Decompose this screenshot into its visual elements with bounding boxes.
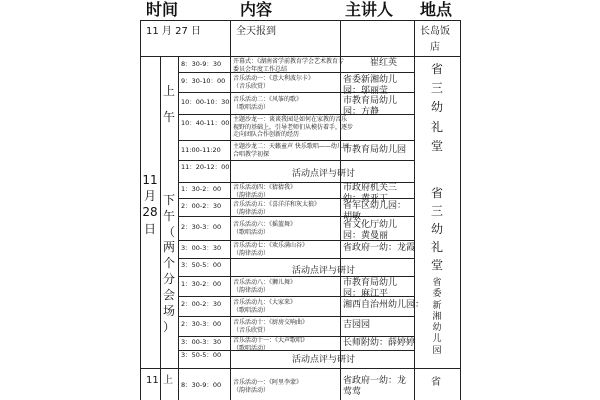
period-char: 分 xyxy=(162,272,175,287)
content-line: 主题沙龙二：天籁童声 快乐歌唱——幼儿园 xyxy=(233,143,349,150)
content-line: 音乐活动一：《阿里李蒙》 xyxy=(233,379,303,386)
speaker-cell: 湘西自治州幼儿园： xyxy=(343,300,425,310)
morning-label xyxy=(161,78,177,131)
period-char: 下 xyxy=(162,193,175,207)
content-line: 音乐活动二：《风筝的歌》 xyxy=(233,96,303,103)
speaker-cell: 市教育局幼儿园：麻江平 xyxy=(343,278,398,299)
place-afternoon-a xyxy=(429,184,445,274)
place-char: 三 xyxy=(430,81,443,96)
time-cell: 3：50-5：00 xyxy=(181,261,222,269)
header-place: 地点 xyxy=(420,0,453,19)
time-cell: 11:00-11:20 xyxy=(181,146,221,154)
content-line: 音乐活动六：《摇篮舞》 xyxy=(233,221,297,228)
period-char: 两 xyxy=(162,240,175,255)
summary-cell: 活动点评与研讨 xyxy=(292,169,356,179)
place-char: 委 xyxy=(432,289,442,300)
content-line: 音乐活动八：《狮儿舞》 xyxy=(233,279,297,286)
period-char: 上 xyxy=(162,84,175,98)
place-char: 园 xyxy=(432,345,442,356)
rule xyxy=(178,56,179,400)
rule xyxy=(178,160,414,161)
time-cell: 3：50-5：00 xyxy=(181,351,222,359)
content-cell xyxy=(233,96,302,111)
speaker-cell: 吉园园 xyxy=(343,320,371,330)
time-cell: 11：20-12：00 xyxy=(181,163,230,171)
place-char: 礼 xyxy=(430,119,443,134)
speaker-cell: 省文化厅幼儿园：黄曼丽 xyxy=(343,220,398,241)
content-line: （音乐欣赏） xyxy=(233,326,270,334)
time-cell: 2：30-3：00 xyxy=(181,223,222,231)
content-cell xyxy=(233,58,344,73)
place-char: 堂 xyxy=(430,258,443,272)
summary-cell: 活动点评与研讨 xyxy=(292,355,356,365)
place-char: 省 xyxy=(430,62,443,76)
time-cell: 1：30-2：00 xyxy=(181,185,222,193)
date-char: 月 xyxy=(143,189,156,204)
content-line: 委员会年度工作总结 xyxy=(233,65,288,73)
afternoon-label xyxy=(161,193,177,335)
day29-date: 11 xyxy=(146,375,159,386)
rule xyxy=(140,20,141,400)
speaker-cell: 省委新湘幼儿园：邬丽莹 xyxy=(343,75,398,96)
speaker-cell: 省军区幼儿园：胡敏 xyxy=(343,201,407,222)
header-content: 内容 xyxy=(240,0,273,19)
place-char: 堂 xyxy=(430,138,443,153)
content-cell xyxy=(233,143,349,158)
content-line: （歌唱活动） xyxy=(233,344,270,352)
content-line: （韵律活动） xyxy=(233,208,270,216)
speaker-cell: 长师附幼：薛婷婷 xyxy=(343,338,416,348)
content-cell xyxy=(233,201,320,216)
speaker-cell: 崔红英 xyxy=(370,58,398,68)
rule xyxy=(178,140,414,141)
speaker-cell: 省政府一幼：龙霞 xyxy=(343,243,416,253)
content-cell xyxy=(233,337,308,352)
day29-place: 省 xyxy=(431,377,441,388)
place-char: 礼 xyxy=(430,240,443,254)
content-cell xyxy=(233,379,302,394)
place-char: 三 xyxy=(430,204,443,218)
time-cell: 3：00-3：30 xyxy=(181,244,222,252)
content-line: 合唱教学初探 xyxy=(233,150,270,158)
time-cell: 2：00-2：30 xyxy=(181,300,222,308)
rule xyxy=(340,20,341,400)
content-line: 音乐活动四：《猜猜我》 xyxy=(233,184,297,191)
date-char: 日 xyxy=(143,221,156,236)
content-line: 音乐活动一：《意大利波尔卡》 xyxy=(233,75,315,82)
content-line: （韵律活动） xyxy=(233,286,270,294)
day27-place-line1: 长岛饭 xyxy=(420,26,450,37)
time-cell: 8：30-9：30 xyxy=(181,60,222,68)
content-line: （音乐欣赏） xyxy=(233,82,270,90)
time-cell: 1：30-2：00 xyxy=(181,280,222,288)
speaker-cell: 市教育局幼儿园：方静 xyxy=(343,96,398,117)
place-char: 省 xyxy=(430,186,443,200)
rule xyxy=(230,20,231,400)
time-cell: 10：00-10：30 xyxy=(181,98,230,106)
content-line: 音乐活动九：《大家来》 xyxy=(233,299,297,306)
period-char: 午 xyxy=(162,208,175,223)
period-char: ） xyxy=(162,319,175,334)
content-line: 主题沙龙一：谈谈我园是如何在家教的音乐 xyxy=(233,116,348,123)
content-line: （韵律活动） xyxy=(233,191,270,199)
speaker-cell: 市教育局幼儿园 xyxy=(343,145,407,155)
period-char: 个 xyxy=(162,256,175,271)
content-cell xyxy=(233,75,314,90)
time-cell: 10：40-11：00 xyxy=(181,119,230,127)
rule xyxy=(140,368,460,369)
time-cell: 2：30-3：00 xyxy=(181,320,222,328)
rule xyxy=(140,56,460,57)
content-cell xyxy=(233,184,296,199)
content-cell xyxy=(233,279,296,294)
time-cell: 9：30-10：00 xyxy=(181,77,226,85)
content-cell xyxy=(233,221,296,236)
place-morning xyxy=(429,60,445,156)
place-char: 儿 xyxy=(432,334,442,345)
date-char: 28 xyxy=(142,205,158,220)
date-char: 11 xyxy=(142,173,158,187)
time-cell: 8：30-9：00 xyxy=(181,381,222,389)
content-line: （歌唱活动） xyxy=(233,228,270,236)
period-char: （ xyxy=(162,224,175,239)
header-speaker: 主讲人 xyxy=(345,0,394,19)
content-line: 走向团队合作创新的经历 xyxy=(233,131,300,138)
period-char: 场 xyxy=(162,303,175,318)
content-line: （韵律活动） xyxy=(233,386,270,394)
period-char: 会 xyxy=(162,287,175,302)
summary-cell: 活动点评与研讨 xyxy=(292,266,356,276)
day28-date xyxy=(142,172,158,237)
content-cell xyxy=(233,242,308,257)
content-line: 音乐活动十一：《大声歌唱》 xyxy=(233,337,309,344)
time-cell: 3：00-3：30 xyxy=(181,338,222,346)
content-line: 音乐活动五：《喜洋洋和灰太狼》 xyxy=(233,201,321,208)
place-char: 幼 xyxy=(432,323,442,333)
period-char: 午 xyxy=(162,110,175,125)
content-line: 音乐活动七：《欢乐满山谷》 xyxy=(233,242,309,249)
place-char: 幼 xyxy=(430,100,443,115)
time-cell: 2：00-2：30 xyxy=(181,202,222,210)
day27-content: 全天报到 xyxy=(236,26,276,37)
content-line: （韵律活动） xyxy=(233,249,270,257)
content-cell xyxy=(233,299,296,314)
place-char: 新 xyxy=(432,300,442,311)
rule xyxy=(140,20,460,21)
content-cell xyxy=(233,319,308,334)
content-line: （歌唱活动） xyxy=(233,306,270,314)
place-afternoon-b xyxy=(429,278,445,357)
day29-period: 上 xyxy=(163,375,173,386)
content-line: 开幕式：《湖南省学前教育学会艺术教育专 xyxy=(233,58,345,65)
place-char: 省 xyxy=(432,278,442,288)
rule xyxy=(460,20,461,400)
speaker-cell: 市政府机关三幼：黄亚丁 xyxy=(343,183,398,204)
place-char: 湘 xyxy=(432,311,442,322)
header-time: 时间 xyxy=(146,0,179,19)
speaker-cell: 省政府一幼：龙莺莺 xyxy=(343,376,407,397)
rule xyxy=(178,276,414,277)
rule xyxy=(178,258,414,259)
place-char: 幼 xyxy=(430,222,443,236)
content-cell xyxy=(233,116,353,139)
rule xyxy=(178,316,414,317)
day27-place-line2: 店 xyxy=(430,42,440,53)
day27-date: 11 月 27 日 xyxy=(146,26,201,37)
content-line: 音乐活动十：《厨房交响曲》 xyxy=(233,319,309,326)
content-line: （歌唱活动） xyxy=(233,103,270,111)
content-line: 视野的基础上，引导老师们从模仿着手，逐步 xyxy=(233,123,354,131)
